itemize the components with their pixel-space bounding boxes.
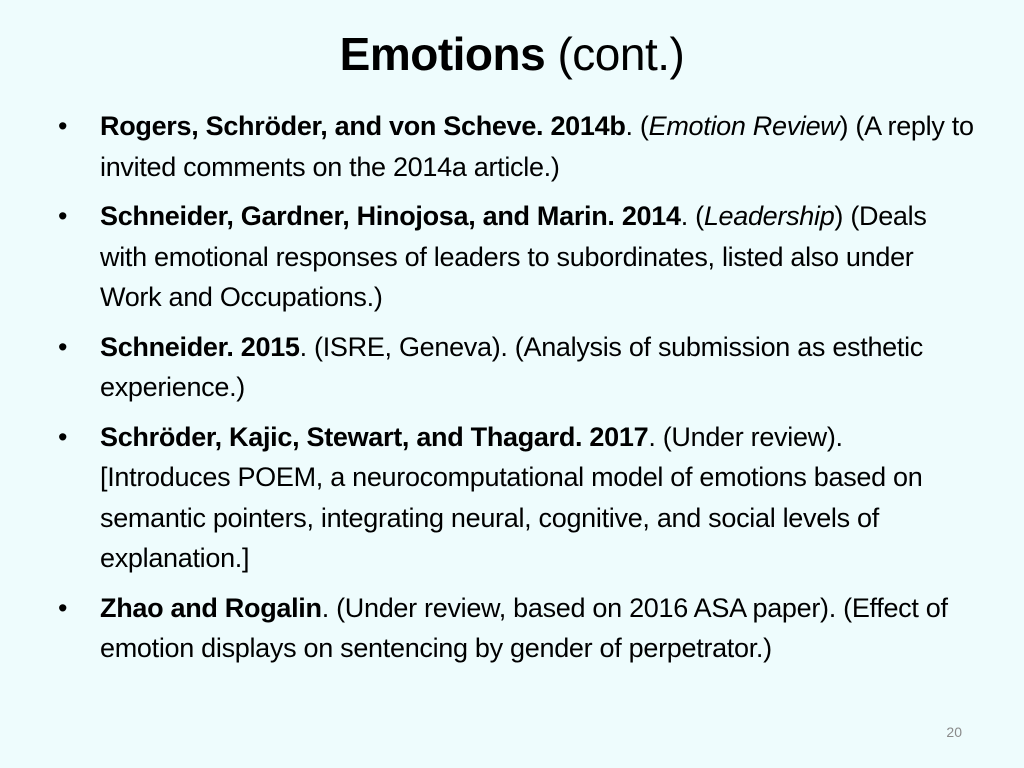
reference-text: . ( bbox=[680, 201, 704, 231]
reference-text: . (ISRE, Geneva). (Analysis of submission as esthetic experience.) bbox=[100, 331, 923, 402]
reference-list bbox=[58, 106, 978, 678]
bullet-icon: • bbox=[58, 331, 68, 362]
bullet-icon: • bbox=[58, 421, 68, 452]
reference-text: . (Under review). [Introduces POEM, a neurocomputational model of emotions based on semantic pointers, integrating neural, cognitive, and social levels of explanation.] bbox=[100, 421, 923, 573]
reference-author: Schröder, Kajic, Stewart, and Thagard. 2017 bbox=[100, 421, 649, 452]
bullet-icon: • bbox=[58, 592, 68, 623]
slide-title-suffix: (cont.) bbox=[545, 28, 685, 80]
reference-author: Schneider, Gardner, Hinojosa, and Marin. 2014 bbox=[100, 201, 681, 231]
reference-venue: Emotion Review bbox=[648, 111, 840, 141]
page-number: 20 bbox=[946, 724, 962, 740]
reference-author: Schneider. 2015 bbox=[100, 331, 300, 362]
reference-author: Rogers, Schröder, and von Scheve. 2014b bbox=[100, 111, 626, 141]
reference-text: . (Under review, based on 2016 ASA paper). (Effect of emotion displays on sentencing by gender of perpetrator.) bbox=[100, 592, 948, 663]
slide-title-main: Emotions bbox=[339, 28, 546, 80]
reference-item bbox=[58, 588, 978, 669]
slide-title bbox=[0, 22, 1024, 86]
reference-item bbox=[58, 327, 978, 408]
reference-text: . ( bbox=[625, 111, 649, 141]
reference-item bbox=[58, 106, 978, 187]
reference-description: ) (A reply to invited comments on the 2014a article.) bbox=[100, 111, 974, 182]
reference-item bbox=[58, 417, 978, 579]
bullet-icon: • bbox=[58, 201, 68, 231]
bullet-icon: • bbox=[58, 111, 68, 141]
reference-description: ) (Deals with emotional responses of leaders to subordinates, listed also under Work and Occupations.) bbox=[100, 201, 927, 312]
reference-venue: Leadership bbox=[703, 201, 835, 231]
reference-author: Zhao and Rogalin bbox=[100, 592, 322, 623]
reference-item bbox=[58, 196, 978, 318]
